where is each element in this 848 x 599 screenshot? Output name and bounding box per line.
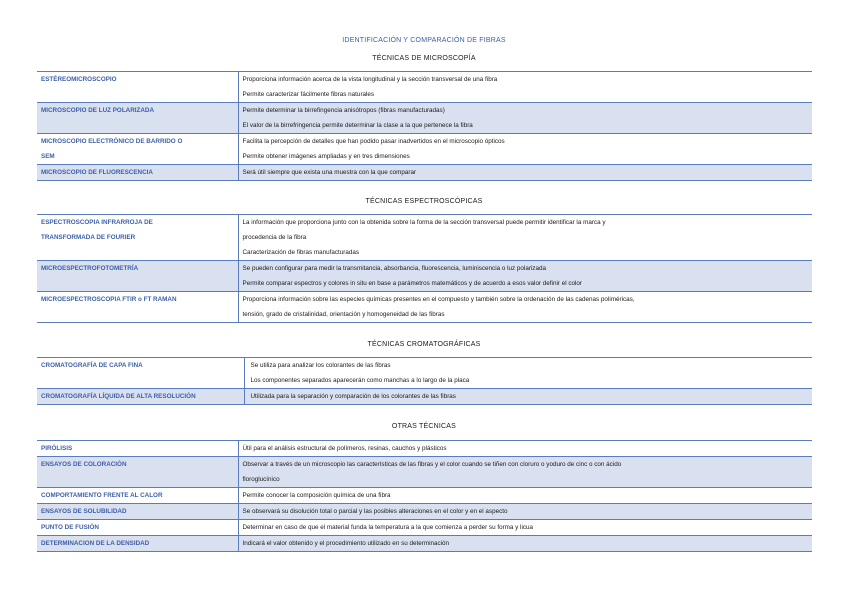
technique-name: MICROSCOPIO DE LUZ POLARIZADA: [37, 103, 238, 134]
table-row: [37, 457, 812, 488]
technique-name: ENSAYOS DE SOLUBILIDAD: [37, 504, 238, 520]
section-heading-espectroscopicas: TÉCNICAS ESPECTROSCÓPICAS: [365, 198, 483, 205]
section-heading-otras: OTRAS TÉCNICAS: [391, 423, 457, 430]
technique-name: ESTÉREOMICROSCOPIO: [37, 72, 238, 103]
technique-description: Determinar en caso de que el material funda la temperatura a la que comienza a perder su forma y licua: [242, 524, 534, 531]
table-espectroscopicas: [37, 214, 812, 323]
technique-name: ESPECTROSCOPIA INFRARROJA DE TRANSFORMADA DE FOURIER: [37, 215, 238, 261]
technique-name: CROMATOGRAFÍA DE CAPA FINA: [37, 358, 244, 389]
technique-description: Se pueden configurar para medir la transmitancia, absorbancia, fluorescencia, luminiscencia o luz polarizada Permite comparar espectros y colores in situ en base a parámetros matemáticos y de acuerdo a esos valor definir el color: [238, 261, 812, 292]
technique-name: DETERMINACION DE LA DENSIDAD: [37, 536, 238, 552]
technique-name: PIRÓLISIS: [37, 441, 238, 457]
table-row: [37, 261, 812, 292]
technique-description: Proporciona información sobre las especies químicas presentes en el compuesto y también sobre la ordenación de las cadenas poliméricas, tensión, grado de cristalinidad, orientación y homogeneidad de las fibras: [242, 296, 635, 318]
table-row: [37, 215, 812, 261]
technique-description: Se utiliza para analizar los colorantes de las fibras Los componentes separados aparecerán como manchas a lo largo de la placa: [250, 362, 470, 384]
technique-description: Facilita la percepción de detalles que han podido pasar inadvertidos en el microscopio ópticos Permite obtener imágenes ampliadas y en tres dimensiones: [242, 138, 505, 160]
technique-name: CROMATOGRAFÍA LÍQUIDA DE ALTA RESOLUCIÓN: [37, 389, 244, 405]
table-row: [37, 72, 812, 103]
table-row: [37, 520, 812, 536]
table-row: [37, 103, 812, 134]
table-row: [37, 134, 812, 165]
table-row: [37, 165, 812, 181]
technique-name: MICROSCOPIO ELECTRÓNICO DE BARRIDO O SEM: [37, 134, 238, 165]
table-microscopia: [37, 71, 812, 181]
technique-description: Permite determinar la birrefingencia anisótropos (fibras manufacturadas) El valor de la birrefringencia permite determinar la clase a la que pertenece la fibra: [238, 103, 812, 134]
technique-description: Proporciona información acerca de la vista longitudinal y la sección transversal de una fibra Permite caracterizar fácilmente fibras naturales: [242, 76, 498, 98]
technique-description: La información que proporciona junto con la obtenida sobre la forma de la sección transversal puede permitir identificar la marca y procedencia de la fibra Caracterización de fibras manufacturadas: [242, 219, 606, 256]
section-heading-cromatograficas: TÉCNICAS CROMATOGRÁFICAS: [367, 341, 481, 348]
technique-description: Observar a través de un microscopio las características de las fibras y el color cuando se tiñen con cloruro o yoduro de cinc o con ácido floroglucínico: [238, 457, 812, 488]
technique-name: COMPORTAMIENTO FRENTE AL CALOR: [37, 488, 238, 504]
technique-description: Permite conocer la composición química de una fibra: [242, 492, 391, 499]
technique-name: ENSAYOS DE COLORACIÓN: [37, 457, 238, 488]
technique-name: PUNTO DE FUSIÓN: [37, 520, 238, 536]
technique-name: MICROSCOPIO DE FLUORESCENCIA: [37, 165, 238, 181]
table-cromatograficas: [37, 357, 812, 405]
table-row: [37, 536, 812, 552]
table-row: [37, 358, 812, 389]
table-row: [37, 504, 812, 520]
technique-name: MICROESPECTROFOTOMETRÍA: [37, 261, 238, 292]
technique-description: Útil para el análisis estructural de polímeros, resinas, cauchos y plásticos: [242, 445, 447, 452]
technique-description: Utilizada para la separación y comparación de los colorantes de las fibras: [244, 389, 812, 405]
technique-description: Indicará el valor obtenido y el procedimiento utilizado en su determinación: [238, 536, 812, 552]
table-row: [37, 389, 812, 405]
document-title: IDENTIFICACIÓN Y COMPARACIÓN DE FIBRAS: [342, 37, 506, 44]
section-heading-microscopia: TÉCNICAS DE MICROSCOPÍA: [372, 55, 476, 62]
table-row: [37, 441, 812, 457]
table-row: [37, 292, 812, 323]
table-otras: [37, 440, 812, 552]
technique-name: MICROESPECTROSCOPIA FTIR o FT RAMAN: [37, 292, 238, 323]
technique-description: Será útil siempre que exista una muestra con la que comparar: [238, 165, 812, 181]
technique-description: Se observará su disolución total o parcial y las posibles alteraciones en el color y en el aspecto: [238, 504, 812, 520]
table-row: [37, 488, 812, 504]
